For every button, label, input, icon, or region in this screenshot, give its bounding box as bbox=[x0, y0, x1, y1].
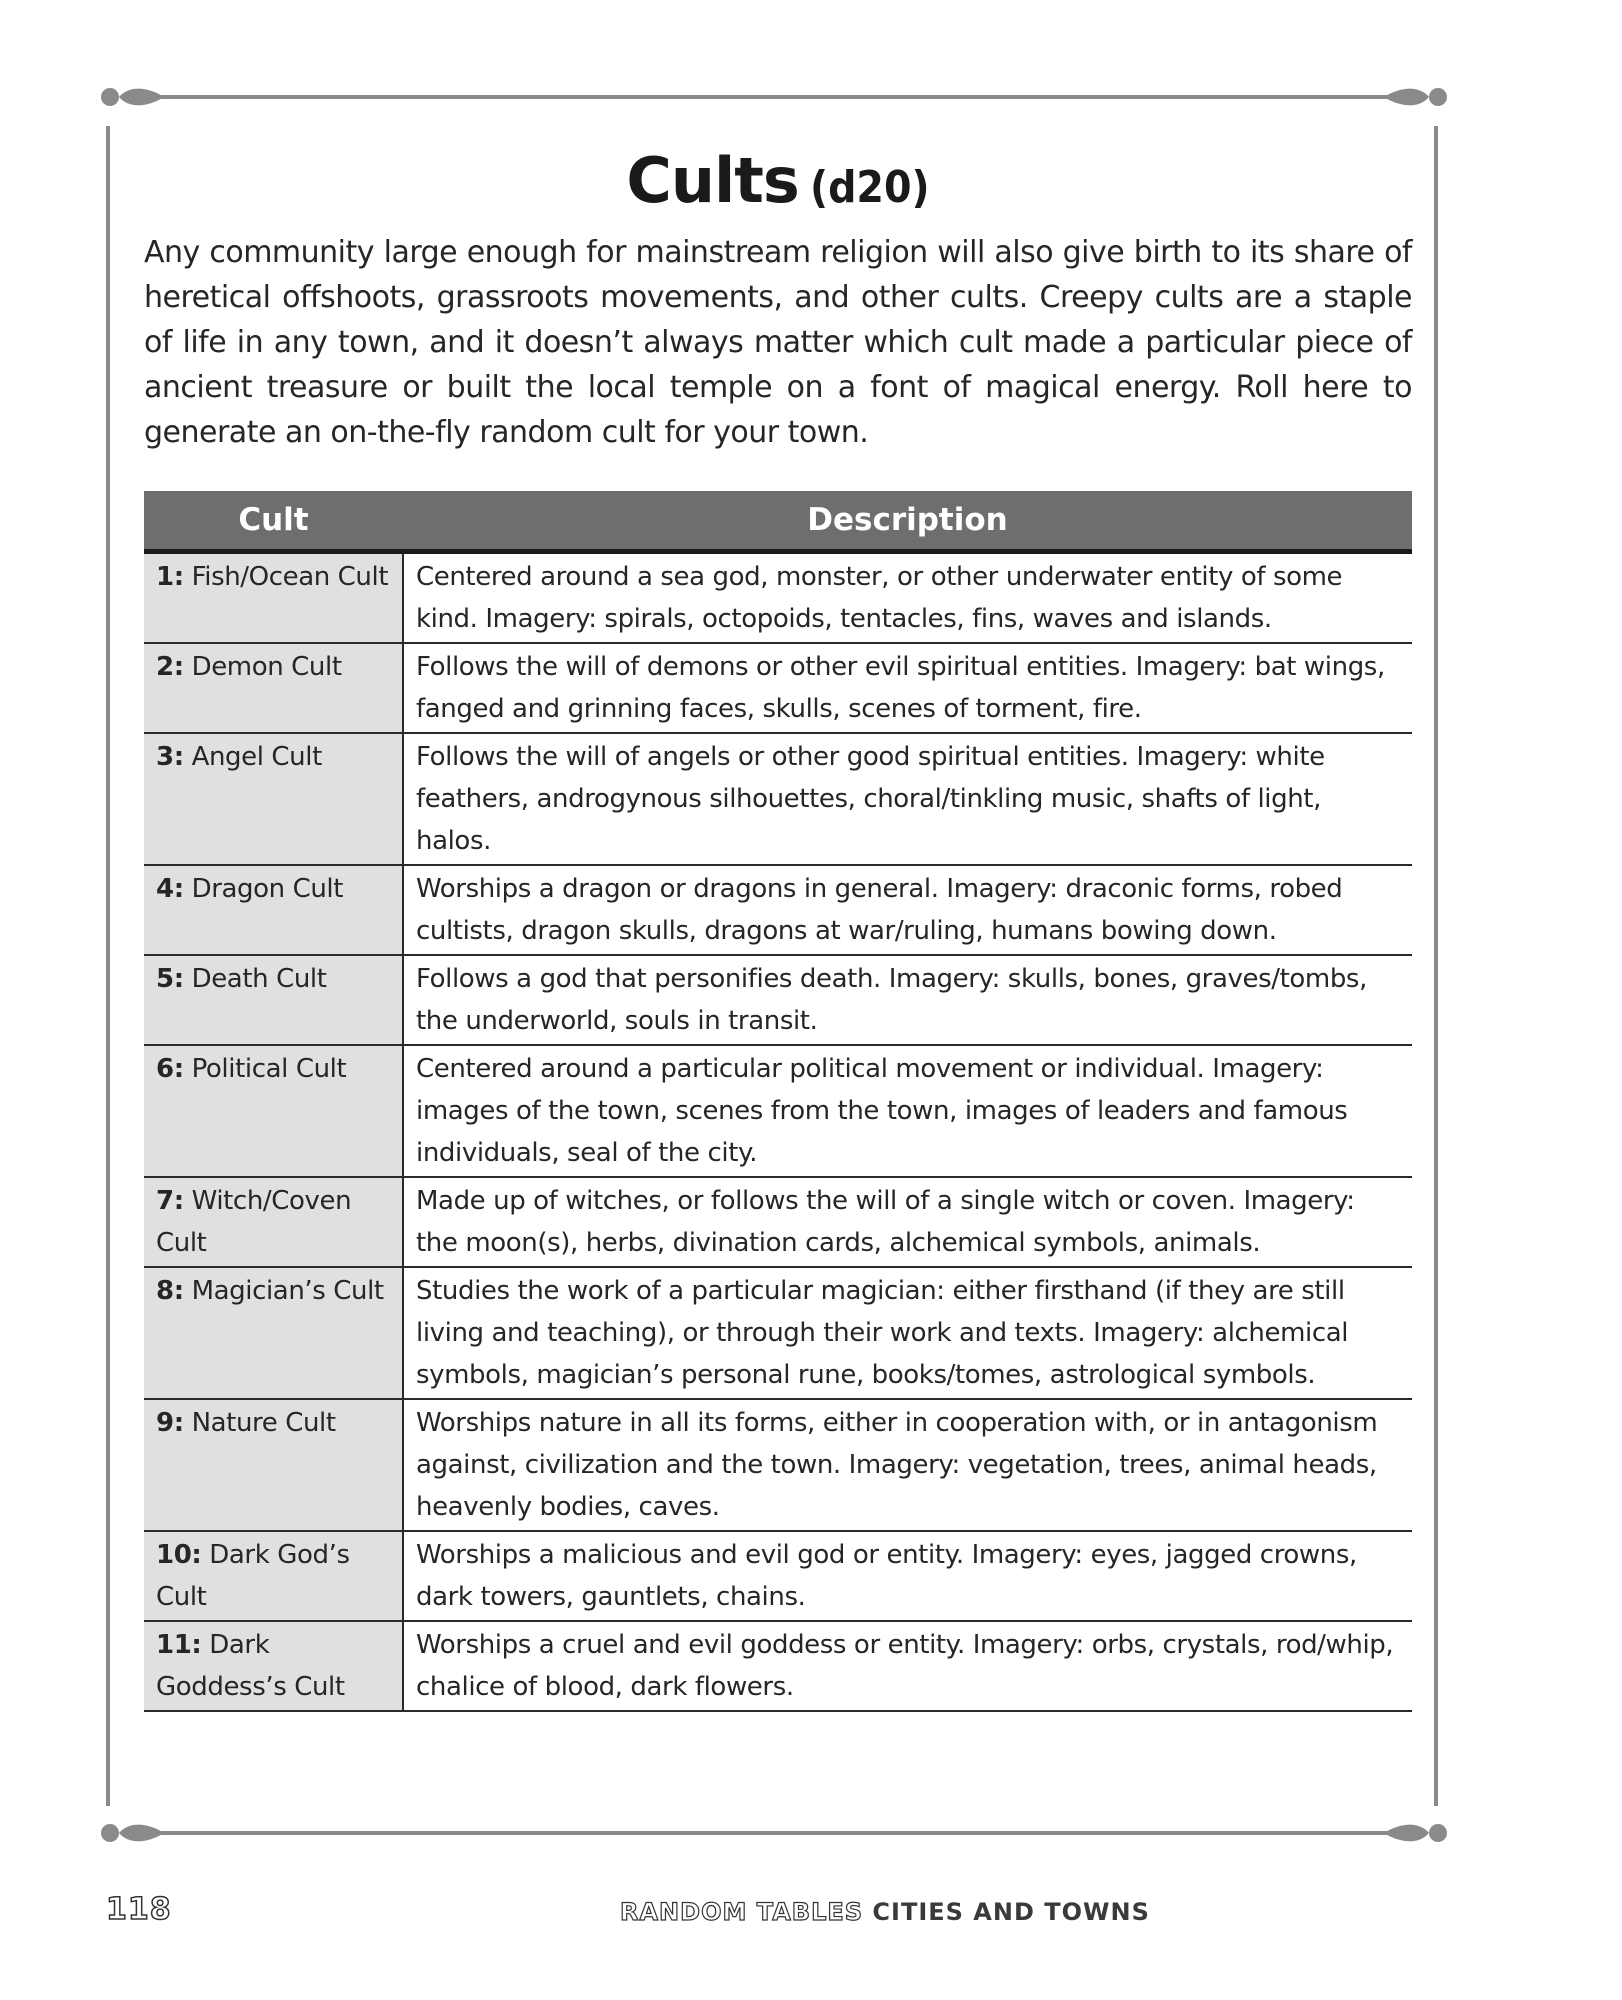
cult-description: Studies the work of a particular magician: either firsthand (if they are still living and teaching), or through their work and texts. Imagery: alchemical symbols, magician’s personal rune, books/tomes, astrological symbols. bbox=[403, 1267, 1412, 1399]
roll-number: 6: bbox=[156, 1054, 184, 1084]
roll-number: 8: bbox=[156, 1276, 184, 1306]
title-dice: (d20) bbox=[809, 162, 930, 213]
table-row bbox=[144, 955, 1412, 1045]
cult-name: Witch/Coven Cult bbox=[156, 1186, 352, 1258]
cult-name-cell bbox=[144, 643, 403, 733]
roll-number: 1: bbox=[156, 562, 184, 592]
table-row bbox=[144, 1531, 1412, 1621]
roll-number: 7: bbox=[156, 1186, 184, 1216]
page-number: 118 bbox=[106, 1892, 172, 1927]
corner-flourish-top-right bbox=[1384, 88, 1447, 106]
cult-name-cell bbox=[144, 1531, 403, 1621]
column-header-description: Description bbox=[403, 491, 1412, 552]
cult-description: Worships a cruel and evil goddess or entity. Imagery: orbs, crystals, rod/whip, chalice of blood, dark flowers. bbox=[403, 1621, 1412, 1711]
cult-name-cell bbox=[144, 1177, 403, 1267]
corner-flourish-top-left bbox=[101, 88, 164, 106]
footer-book-subtitle: CITIES AND TOWNS bbox=[872, 1898, 1150, 1926]
cult-name: Demon Cult bbox=[191, 652, 342, 682]
intro-paragraph: Any community large enough for mainstream religion will also give birth to its share of heretical offshoots, grassroots movements, and other cults. Creepy cults are a staple of life in any town, and it doesn’t always matter which cult made a particular piece of ancient treasure or built the local temple on a font of magical energy. Roll here to generate an on-the-fly random cult for your town. bbox=[144, 235, 1412, 450]
table-header-row bbox=[144, 491, 1412, 552]
cult-description: Worships a dragon or dragons in general. Imagery: draconic forms, robed cultists, dragon skulls, dragons at war/ruling, humans bowing down. bbox=[403, 865, 1412, 955]
cult-name: Magician’s Cult bbox=[191, 1276, 384, 1306]
cult-description: Centered around a particular political movement or individual. Imagery: images of the town, scenes from the town, images of leaders and famous individuals, seal of the city. bbox=[403, 1045, 1412, 1177]
cult-description: Made up of witches, or follows the will of a single witch or coven. Imagery: the moon(s), herbs, divination cards, alchemical symbols, animals. bbox=[403, 1177, 1412, 1267]
page-title bbox=[144, 140, 1412, 222]
footer-book-title: RANDOM TABLES bbox=[620, 1898, 864, 1926]
cult-description: Worships a malicious and evil god or entity. Imagery: eyes, jagged crowns, dark towers, gauntlets, chains. bbox=[403, 1531, 1412, 1621]
table-row bbox=[144, 552, 1412, 644]
cult-description: Follows the will of demons or other evil spiritual entities. Imagery: bat wings, fanged and grinning faces, skulls, scenes of torment, fire. bbox=[403, 643, 1412, 733]
cult-name: Dark God’s Cult bbox=[156, 1540, 350, 1612]
cult-name-cell bbox=[144, 955, 403, 1045]
table-row bbox=[144, 1267, 1412, 1399]
table-row bbox=[144, 1045, 1412, 1177]
cult-name-cell bbox=[144, 1621, 403, 1711]
table-row bbox=[144, 733, 1412, 865]
roll-number: 9: bbox=[156, 1408, 184, 1438]
cult-name: Fish/Ocean Cult bbox=[191, 562, 389, 592]
cult-description: Follows the will of angels or other good spiritual entities. Imagery: white feathers, androgynous silhouettes, choral/tinkling music, shafts of light, halos. bbox=[403, 733, 1412, 865]
cult-name: Nature Cult bbox=[191, 1408, 336, 1438]
roll-number: 11: bbox=[156, 1630, 202, 1660]
column-header-cult: Cult bbox=[144, 491, 403, 552]
cult-name: Death Cult bbox=[191, 964, 327, 994]
cult-name: Dark Goddess’s Cult bbox=[156, 1630, 345, 1702]
cult-name-cell bbox=[144, 1045, 403, 1177]
corner-flourish-bottom-left bbox=[101, 1824, 164, 1842]
cult-name-cell bbox=[144, 1267, 403, 1399]
roll-number: 4: bbox=[156, 874, 184, 904]
cult-name-cell bbox=[144, 865, 403, 955]
corner-flourish-bottom-right bbox=[1384, 1824, 1447, 1842]
roll-number: 10: bbox=[156, 1540, 202, 1570]
roll-number: 5: bbox=[156, 964, 184, 994]
table-body bbox=[144, 552, 1412, 1712]
cult-description: Worships nature in all its forms, either in cooperation with, or in antagonism against, civilization and the town. Imagery: vegetation, trees, animal heads, heavenly bodies, caves. bbox=[403, 1399, 1412, 1531]
running-footer bbox=[620, 1898, 1150, 1926]
table-row bbox=[144, 1177, 1412, 1267]
table-row bbox=[144, 1399, 1412, 1531]
title-main: Cults bbox=[626, 144, 799, 217]
roll-number: 3: bbox=[156, 742, 184, 772]
cult-description: Follows a god that personifies death. Imagery: skulls, bones, graves/tombs, the underworld, souls in transit. bbox=[403, 955, 1412, 1045]
page-content bbox=[144, 140, 1412, 1712]
cults-table bbox=[144, 491, 1412, 1712]
cult-name: Angel Cult bbox=[191, 742, 322, 772]
table-row bbox=[144, 643, 1412, 733]
cult-name: Dragon Cult bbox=[191, 874, 344, 904]
cult-name-cell bbox=[144, 733, 403, 865]
table-row bbox=[144, 1621, 1412, 1711]
table-row bbox=[144, 865, 1412, 955]
cult-name-cell bbox=[144, 1399, 403, 1531]
cult-name-cell bbox=[144, 552, 403, 644]
cult-description: Centered around a sea god, monster, or other underwater entity of some kind. Imagery: spirals, octopoids, tentacles, fins, waves and islands. bbox=[403, 552, 1412, 644]
cult-name: Political Cult bbox=[191, 1054, 347, 1084]
roll-number: 2: bbox=[156, 652, 184, 682]
